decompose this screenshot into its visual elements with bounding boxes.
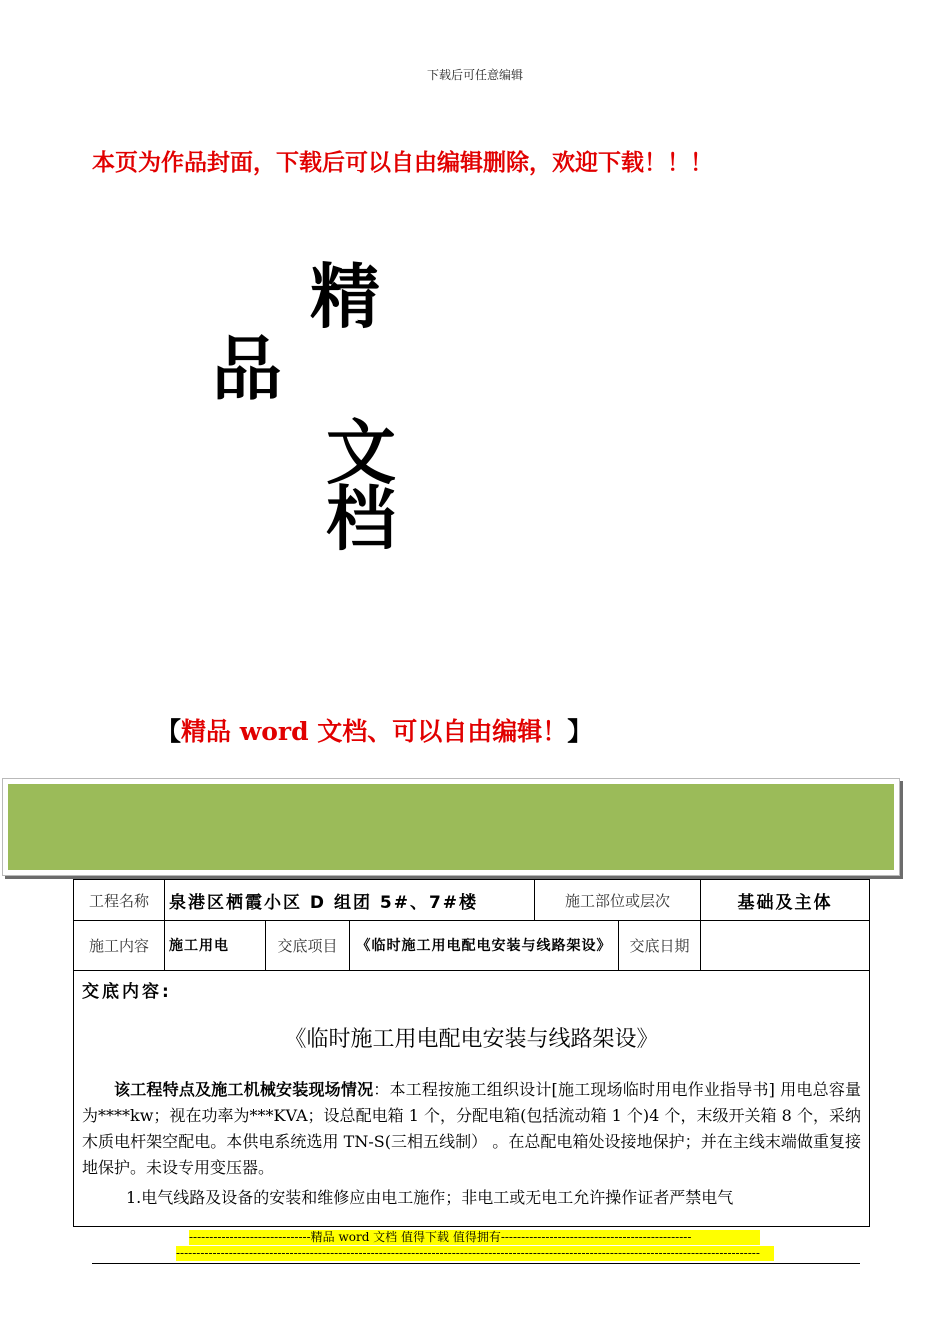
project-features-paragraph	[82, 1077, 861, 1181]
list-item: 1.电气线路及设备的安装和维修应由电工施作；非电工或无电工允许操作证者严禁电气	[126, 1188, 734, 1207]
content-title: 《临时施工用电配电安装与线路架设》	[284, 1027, 659, 1052]
banner-open-bracket: 【	[156, 717, 182, 746]
content-heading: 交底内容:	[82, 982, 172, 1002]
disclosure-table	[73, 879, 870, 1227]
location-label: 施工部位或层次	[535, 880, 701, 921]
cover-char-dang: 档	[326, 478, 396, 560]
location-value: 基础及主体	[701, 880, 870, 921]
project-name-label: 工程名称	[74, 880, 165, 921]
footer-rule	[92, 1263, 860, 1264]
disclosure-item-label: 交底项目	[266, 921, 350, 971]
green-band-frame	[2, 778, 900, 876]
cover-char-jing: 精	[310, 256, 380, 338]
footer-highlight-line: ------------------------------精品 word 文档 值得下载 值得拥有-----------------------------------------------	[189, 1230, 760, 1245]
cover-char-pin: 品	[212, 328, 282, 410]
project-features-text: ：本工程按施工组织设计[施工现场临时用电作业指导书] 用电总容量为****kw；视在功率为***KVA；设总配电箱 1 个，分配电箱(包括流动箱 1 个)4 个，末级开关箱 8 个，采纳木质电杆架空配电。本供电系统选用 TN-S(三相五线制） 。在总配电箱处设接地保护；并在主线末端做重复接地保护。未设专用变压器。	[82, 1080, 862, 1177]
table-row	[74, 921, 870, 971]
header-note: 下载后可任意编辑	[426, 68, 523, 82]
table-row	[74, 971, 870, 1227]
construction-content-label: 施工内容	[74, 921, 165, 971]
disclosure-content-cell	[74, 971, 870, 1227]
cover-char-wen: 文	[326, 412, 396, 494]
construction-content-value: 施工用电	[165, 921, 266, 971]
disclosure-date-value	[701, 921, 870, 971]
cover-notice: 本页为作品封面，下载后可以自由编辑删除，欢迎下载！！！	[92, 149, 713, 176]
banner-close-bracket: 】	[567, 717, 593, 746]
disclosure-item-value: 《临时施工用电配电安装与线路架设》	[350, 921, 619, 971]
project-name-value: 泉港区栖霞小区 D 组团 5#、7#楼	[165, 880, 535, 921]
word-banner	[156, 712, 592, 748]
footer-dash-line: ------------------------------------------------------------------------------------------------------------------------------------------------	[176, 1246, 774, 1261]
disclosure-date-label: 交底日期	[619, 921, 701, 971]
project-features-heading: 该工程特点及施工机械安装现场情况	[114, 1080, 374, 1099]
green-band	[8, 784, 894, 870]
banner-text: 精品 word 文档、可以自由编辑！	[181, 717, 568, 746]
table-row	[74, 880, 870, 921]
